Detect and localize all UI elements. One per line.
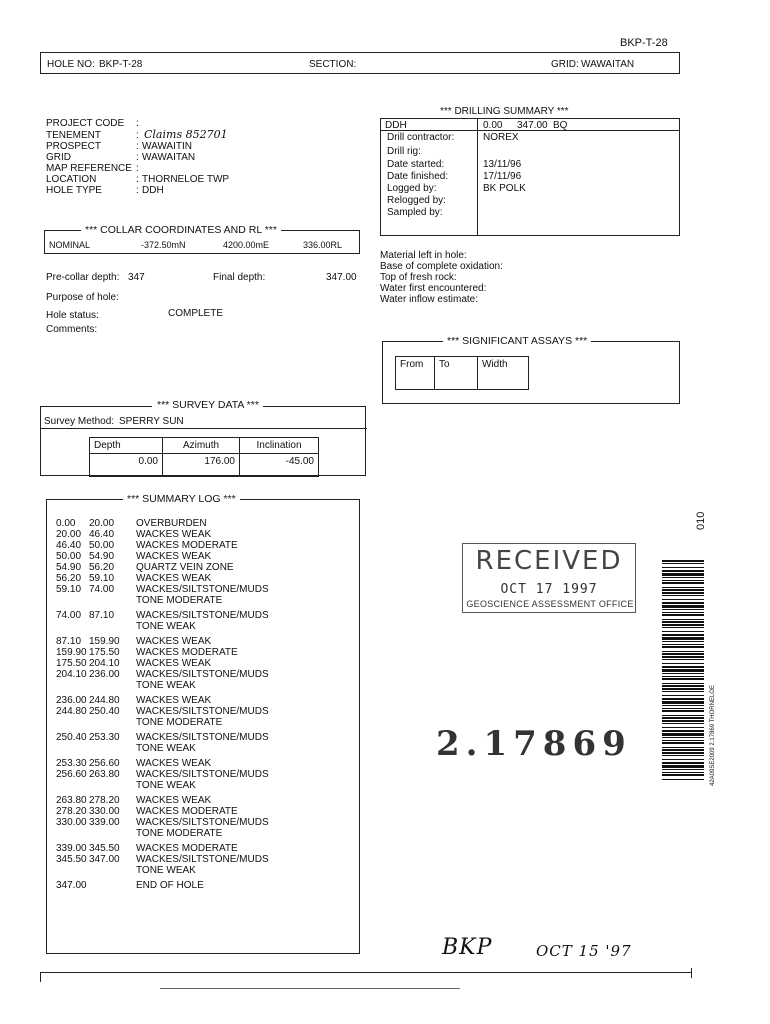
log-to: 263.80 bbox=[89, 769, 120, 780]
top-fresh-rock-label: Top of fresh rock: bbox=[380, 272, 457, 283]
barcode-bar bbox=[662, 570, 704, 572]
section-label: SECTION: bbox=[309, 59, 357, 70]
hole-no-value: BKP-T-28 bbox=[99, 59, 143, 70]
collar-north: -372.50mN bbox=[141, 240, 186, 250]
drilling-type: DDH bbox=[385, 120, 407, 131]
log-to: 330.00 bbox=[89, 806, 120, 817]
survey-header-azimuth: Azimuth bbox=[163, 438, 240, 454]
survey-border-left bbox=[40, 406, 152, 407]
barcode-bar bbox=[662, 631, 704, 632]
signature: BKP bbox=[442, 935, 493, 960]
log-from: 159.90 bbox=[56, 647, 87, 658]
received-date: OCT 17 1997 bbox=[500, 582, 598, 597]
barcode-bar bbox=[662, 666, 704, 668]
barcode-bar bbox=[662, 614, 704, 616]
survey-method-value: SPERRY SUN bbox=[119, 416, 184, 427]
assays-header-width: Width bbox=[478, 357, 529, 390]
log-from: 59.10 bbox=[56, 584, 82, 595]
log-description-continued: TONE WEAK bbox=[136, 865, 196, 876]
barcode-bar bbox=[662, 663, 704, 664]
log-row bbox=[56, 818, 356, 840]
log-from: 339.00 bbox=[56, 843, 87, 854]
barcode-bar bbox=[662, 685, 704, 687]
log-row bbox=[56, 670, 356, 692]
barcode-bar bbox=[662, 651, 704, 652]
log-description: WACKES WEAK bbox=[136, 758, 212, 769]
log-to: 159.90 bbox=[89, 636, 120, 647]
pre-collar-value: 347 bbox=[128, 272, 145, 283]
date-finished-value: 17/11/96 bbox=[483, 171, 522, 182]
received-word: RECEIVED bbox=[475, 546, 623, 576]
pre-collar-label: Pre-collar depth: bbox=[46, 272, 120, 283]
final-depth-value: 347.00 bbox=[326, 272, 357, 283]
location-value: THORNELOE TWP bbox=[142, 174, 230, 185]
sampled-by-label: Sampled by: bbox=[387, 207, 443, 218]
drilling-to: 347.00 bbox=[517, 120, 548, 131]
log-description: QUARTZ VEIN ZONE bbox=[136, 562, 234, 573]
status-value: COMPLETE bbox=[168, 308, 224, 319]
log-description: WACKES MODERATE bbox=[136, 843, 238, 854]
tenement-colon: : bbox=[136, 130, 139, 141]
log-description: WACKES MODERATE bbox=[136, 647, 238, 658]
log-description: WACKES/SILTSTONE/MUDS bbox=[136, 584, 269, 595]
log-from: 175.50 bbox=[56, 658, 87, 669]
log-description: WACKES/SILTSTONE/MUDS bbox=[136, 610, 269, 621]
material-left-label: Material left in hole: bbox=[380, 250, 467, 261]
barcode-bar bbox=[662, 577, 704, 578]
barcode-bar bbox=[662, 621, 704, 623]
barcode-bar bbox=[662, 730, 704, 732]
barcode-bar bbox=[662, 710, 704, 712]
barcode-bar bbox=[662, 720, 704, 722]
barcode-bar bbox=[662, 609, 704, 610]
water-inflow-label: Water inflow estimate: bbox=[380, 294, 478, 305]
log-description-continued: TONE WEAK bbox=[136, 743, 196, 754]
log-from: 0.00 bbox=[56, 518, 76, 529]
drill-rig-label: Drill rig: bbox=[387, 146, 421, 157]
hole-no-label: HOLE NO: bbox=[47, 59, 95, 70]
log-to: 253.30 bbox=[89, 732, 120, 743]
barcode-bar bbox=[662, 759, 704, 760]
log-description-continued: TONE MODERATE bbox=[136, 828, 223, 839]
log-from: 253.30 bbox=[56, 758, 87, 769]
barcode-bar bbox=[662, 747, 704, 748]
drilling-from: 0.00 bbox=[483, 120, 503, 131]
drill-contractor-value: NOREX bbox=[483, 132, 519, 143]
log-to: 204.10 bbox=[89, 658, 120, 669]
log-to: 74.00 bbox=[89, 584, 115, 595]
water-first-label: Water first encountered: bbox=[380, 283, 487, 294]
log-description: WACKES WEAK bbox=[136, 551, 212, 562]
barcode-bar bbox=[662, 695, 704, 696]
assays-header-to: To bbox=[435, 357, 478, 390]
grid-label-2: GRID bbox=[46, 152, 71, 163]
log-row bbox=[56, 770, 356, 792]
prospect-value: WAWAITIN bbox=[142, 141, 192, 152]
status-label: Hole status: bbox=[46, 310, 99, 321]
base-oxidation-label: Base of complete oxidation: bbox=[380, 261, 503, 272]
barcode-bar bbox=[662, 582, 704, 584]
log-description: END OF HOLE bbox=[136, 880, 204, 891]
date-started-label: Date started: bbox=[387, 159, 445, 170]
material-block bbox=[380, 250, 680, 320]
grid-value: WAWAITAN bbox=[581, 59, 635, 70]
bottom-rule-left-tick bbox=[40, 972, 41, 982]
relogged-by-label: Relogged by: bbox=[387, 195, 446, 206]
survey-method-row bbox=[40, 414, 367, 429]
location-label: LOCATION bbox=[46, 174, 97, 185]
logged-by-label: Logged by: bbox=[387, 183, 437, 194]
header-box bbox=[40, 52, 680, 74]
barcode-bar bbox=[662, 624, 704, 626]
log-description-continued: TONE MODERATE bbox=[136, 595, 223, 606]
assays-header-from: From bbox=[396, 357, 435, 390]
log-description: WACKES WEAK bbox=[136, 795, 212, 806]
log-row bbox=[56, 585, 356, 607]
barcode-bar bbox=[662, 673, 704, 674]
survey-inclination-0: -45.00 bbox=[240, 454, 319, 477]
barcode-bar bbox=[662, 762, 704, 764]
barcode-bar bbox=[662, 605, 704, 608]
log-from: 56.20 bbox=[56, 573, 82, 584]
signature-date: OCT 15 '97 bbox=[536, 942, 632, 960]
barcode-bar bbox=[662, 715, 704, 716]
drilling-col-divider bbox=[477, 119, 478, 235]
barcode-bar bbox=[662, 646, 704, 648]
log-from: 236.00 bbox=[56, 695, 87, 706]
logged-by-value: BK POLK bbox=[483, 183, 526, 194]
log-to: 345.50 bbox=[89, 843, 120, 854]
log-description: WACKES/SILTSTONE/MUDS bbox=[136, 854, 269, 865]
log-row bbox=[56, 733, 356, 755]
log-to: 250.40 bbox=[89, 706, 120, 717]
survey-depth-0: 0.00 bbox=[90, 454, 163, 477]
barcode-bar bbox=[662, 683, 704, 684]
purpose-label: Purpose of hole: bbox=[46, 292, 119, 303]
barcode-bar bbox=[662, 560, 704, 562]
barcode-bar bbox=[662, 678, 704, 680]
tenement-label: TENEMENT bbox=[46, 130, 101, 141]
barcode-bar bbox=[662, 727, 704, 728]
barcode-bar bbox=[662, 573, 704, 576]
barcode-bar bbox=[662, 755, 704, 756]
log-to: 236.00 bbox=[89, 669, 120, 680]
date-started-value: 13/11/96 bbox=[483, 159, 522, 170]
barcode-bar bbox=[662, 627, 704, 628]
log-to: 46.40 bbox=[89, 529, 115, 540]
log-from: 250.40 bbox=[56, 732, 87, 743]
bottom-rule-lower bbox=[160, 988, 460, 989]
log-row bbox=[56, 707, 356, 729]
grid-colon: : bbox=[136, 152, 139, 163]
barcode-bar bbox=[662, 599, 704, 600]
log-to: 59.10 bbox=[89, 573, 115, 584]
barcode-bar bbox=[662, 737, 704, 738]
log-from: 278.20 bbox=[56, 806, 87, 817]
log-from: 74.00 bbox=[56, 610, 82, 621]
log-from: 345.50 bbox=[56, 854, 87, 865]
drilling-size: BQ bbox=[553, 120, 568, 131]
barcode-bar bbox=[662, 669, 704, 672]
barcode-text: 42A09SE2009 2.17869 THORNELOE bbox=[710, 685, 716, 786]
barcode-bar bbox=[662, 733, 704, 736]
drilling-title: *** DRILLING SUMMARY *** bbox=[440, 106, 569, 117]
assays-table bbox=[395, 356, 529, 390]
log-description: WACKES WEAK bbox=[136, 636, 212, 647]
log-description: WACKES WEAK bbox=[136, 695, 212, 706]
collar-rl: 336.00RL bbox=[303, 240, 343, 250]
barcode-bar bbox=[662, 705, 704, 706]
survey-border-right bbox=[259, 406, 366, 407]
barcode-bar bbox=[662, 656, 704, 658]
bottom-rule bbox=[40, 972, 692, 973]
date-finished-label: Date finished: bbox=[387, 171, 449, 182]
barcode-bar bbox=[662, 653, 704, 655]
log-to: 347.00 bbox=[89, 854, 120, 865]
log-description: WACKES MODERATE bbox=[136, 540, 238, 551]
log-from: 50.00 bbox=[56, 551, 82, 562]
log-description: WACKES WEAK bbox=[136, 529, 212, 540]
barcode-bar bbox=[662, 659, 704, 660]
barcode-bar bbox=[662, 641, 704, 642]
project-block bbox=[46, 118, 366, 218]
prospect-label: PROSPECT bbox=[46, 141, 102, 152]
log-description-continued: TONE MODERATE bbox=[136, 717, 223, 728]
project-code-colon: : bbox=[136, 118, 139, 129]
barcode-bar bbox=[662, 644, 704, 645]
barcode-bar bbox=[662, 589, 704, 591]
map-reference-label: MAP REFERENCE bbox=[46, 163, 132, 174]
log-from: 87.10 bbox=[56, 636, 82, 647]
log-from: 46.40 bbox=[56, 540, 82, 551]
comments-label: Comments: bbox=[46, 324, 98, 335]
log-to: 256.60 bbox=[89, 758, 120, 769]
barcode-bar bbox=[662, 752, 704, 754]
barcode-bar bbox=[662, 749, 704, 751]
log-description: WACKES MODERATE bbox=[136, 806, 238, 817]
log-from: 204.10 bbox=[56, 669, 87, 680]
received-office: GEOSCIENCE ASSESSMENT OFFICE bbox=[466, 599, 634, 609]
barcode-bar bbox=[662, 563, 704, 564]
location-colon: : bbox=[136, 174, 139, 185]
survey-table bbox=[89, 437, 319, 477]
log-from: 330.00 bbox=[56, 817, 87, 828]
file-number: 2.17869 bbox=[436, 724, 632, 764]
barcode-bar bbox=[662, 708, 704, 709]
survey-box bbox=[40, 399, 366, 476]
log-description: OVERBURDEN bbox=[136, 518, 207, 529]
log-from: 347.00 bbox=[56, 880, 87, 891]
grid-label: GRID: bbox=[551, 59, 579, 70]
collar-title: *** COLLAR COORDINATES AND RL *** bbox=[81, 224, 281, 236]
barcode-bar bbox=[662, 676, 704, 677]
survey-title: *** SURVEY DATA *** bbox=[153, 399, 263, 411]
map-reference-colon: : bbox=[136, 163, 139, 174]
received-stamp bbox=[462, 543, 636, 613]
log-description: WACKES/SILTSTONE/MUDS bbox=[136, 769, 269, 780]
tenement-value: Claims 852701 bbox=[144, 128, 228, 141]
assays-title: *** SIGNIFICANT ASSAYS *** bbox=[443, 335, 591, 347]
barcode-bar bbox=[662, 619, 704, 620]
log-row bbox=[56, 881, 356, 892]
barcode-bar bbox=[662, 774, 704, 776]
barcode-bar bbox=[662, 602, 704, 604]
survey-azimuth-0: 176.00 bbox=[163, 454, 240, 477]
survey-method-label: Survey Method: bbox=[44, 416, 115, 427]
barcode-bar bbox=[662, 567, 704, 568]
log-to: 54.90 bbox=[89, 551, 115, 562]
summary-log-title: *** SUMMARY LOG *** bbox=[123, 493, 240, 505]
barcode-bar bbox=[662, 580, 704, 581]
log-row bbox=[56, 611, 356, 633]
barcode-bar bbox=[662, 691, 704, 692]
barcode-bar bbox=[662, 779, 704, 780]
final-depth-label: Final depth: bbox=[213, 272, 266, 283]
log-to: 175.50 bbox=[89, 647, 120, 658]
drill-contractor-label: Drill contractor: bbox=[387, 132, 455, 143]
prospect-colon: : bbox=[136, 141, 139, 152]
barcode-bar bbox=[662, 592, 704, 594]
log-description-continued: TONE WEAK bbox=[136, 680, 196, 691]
collar-east: 4200.00mE bbox=[223, 240, 270, 250]
assays-box bbox=[382, 335, 680, 404]
hole-type-value: DDH bbox=[142, 185, 164, 196]
log-to: 56.20 bbox=[89, 562, 115, 573]
barcode-bar bbox=[662, 772, 704, 773]
hole-type-label: HOLE TYPE bbox=[46, 185, 102, 196]
log-description: WACKES WEAK bbox=[136, 658, 212, 669]
barcode-bar bbox=[662, 637, 704, 640]
survey-header-depth: Depth bbox=[90, 438, 163, 454]
log-from: 20.00 bbox=[56, 529, 82, 540]
barcode-bar bbox=[662, 634, 704, 636]
log-to: 50.00 bbox=[89, 540, 115, 551]
log-description: WACKES/SILTSTONE/MUDS bbox=[136, 817, 269, 828]
log-row bbox=[56, 855, 356, 877]
barcode-bar bbox=[662, 742, 704, 744]
log-to: 278.20 bbox=[89, 795, 120, 806]
barcode-bar bbox=[662, 723, 704, 724]
log-description-continued: TONE WEAK bbox=[136, 780, 196, 791]
barcode-bar bbox=[662, 587, 704, 588]
collar-box bbox=[44, 224, 360, 254]
log-description: WACKES/SILTSTONE/MUDS bbox=[136, 732, 269, 743]
bottom-rule-right-tick bbox=[691, 968, 692, 978]
log-description-continued: TONE WEAK bbox=[136, 621, 196, 632]
log-from: 244.80 bbox=[56, 706, 87, 717]
grid-value-2: WAWAITAN bbox=[142, 152, 196, 163]
barcode-bar bbox=[662, 595, 704, 596]
log-to: 87.10 bbox=[89, 610, 115, 621]
log-from: 54.90 bbox=[56, 562, 82, 573]
log-from: 263.80 bbox=[56, 795, 87, 806]
hole-type-colon: : bbox=[136, 185, 139, 196]
log-to: 244.80 bbox=[89, 695, 120, 706]
barcode-bar bbox=[662, 740, 704, 741]
log-to: 20.00 bbox=[89, 518, 115, 529]
survey-header-inclination: Inclination bbox=[240, 438, 319, 454]
barcode-bar bbox=[662, 688, 704, 690]
barcode-bar bbox=[662, 701, 704, 704]
barcode-bar bbox=[662, 769, 704, 770]
log-to: 339.00 bbox=[89, 817, 120, 828]
barcode-bar bbox=[662, 717, 704, 719]
drilling-box bbox=[380, 118, 680, 236]
log-from: 256.60 bbox=[56, 769, 87, 780]
log-description: WACKES/SILTSTONE/MUDS bbox=[136, 669, 269, 680]
page-id: BKP-T-28 bbox=[620, 37, 668, 49]
log-description: WACKES/SILTSTONE/MUDS bbox=[136, 706, 269, 717]
barcode-bar bbox=[662, 612, 704, 613]
project-code-label: PROJECT CODE bbox=[46, 118, 125, 129]
barcode-bar bbox=[662, 765, 704, 768]
log-description: WACKES WEAK bbox=[136, 573, 212, 584]
depth-block bbox=[46, 272, 366, 352]
barcode-bar bbox=[662, 698, 704, 700]
barcode bbox=[662, 560, 704, 782]
side-number: 010 bbox=[695, 511, 707, 530]
collar-label: NOMINAL bbox=[49, 240, 91, 250]
